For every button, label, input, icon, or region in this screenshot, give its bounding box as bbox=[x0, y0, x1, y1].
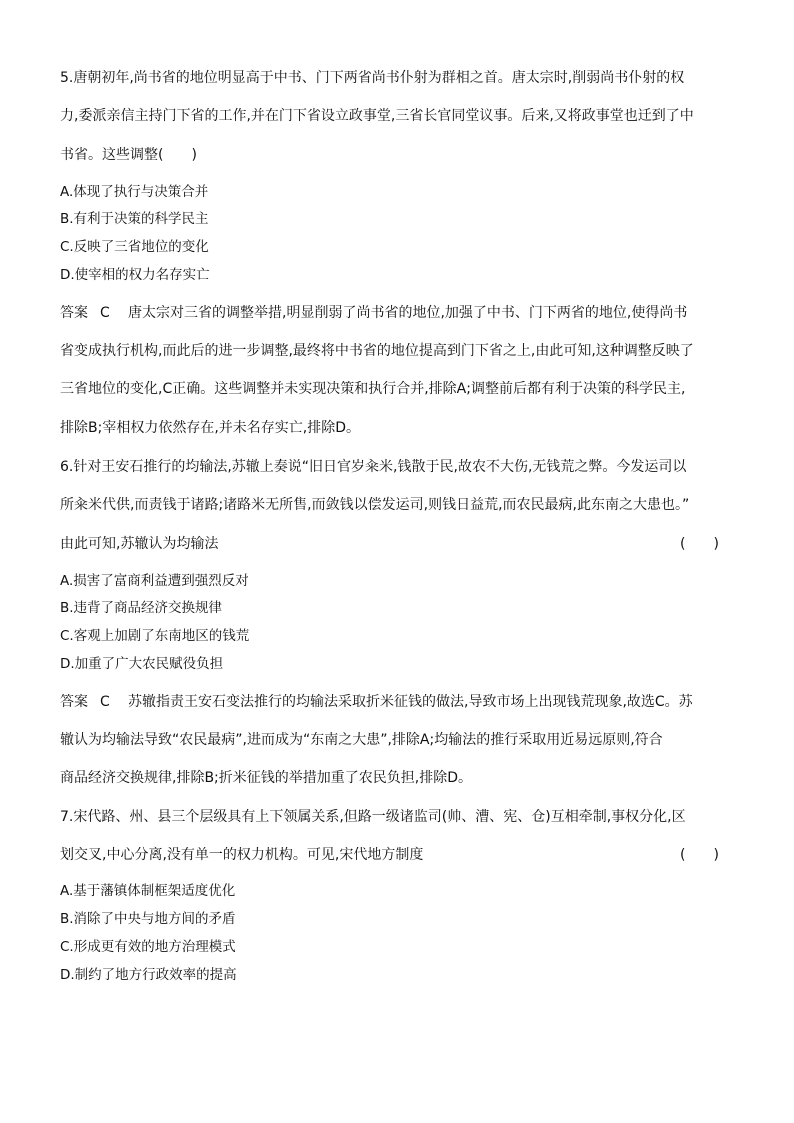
q7-option-a: A.基于藩镇体制框架适度优化 bbox=[60, 883, 236, 899]
q6-stem-line-3: 由此可知,苏辙认为均输法 bbox=[60, 536, 219, 552]
q6-option-a: A.损害了富商利益遭到强烈反对 bbox=[60, 573, 249, 589]
q6-answer-line-2: 辙认为均输法导致“农民最病”,进而成为“东南之大患”,排除A;均输法的推行采取用近易远原则,符合 bbox=[60, 732, 663, 748]
q5-stem-line-1: 5.唐朝初年,尚书省的地位明显高于中书、门下两省尚书仆射为群相之首。唐太宗时,削弱尚书仆射的权 bbox=[60, 70, 685, 86]
q7-option-b: B.消除了中央与地方间的矛盾 bbox=[60, 911, 236, 927]
q6-answer-line-3: 商品经济交换规律,排除B;折米征钱的举措加重了农民负担,排除D。 bbox=[60, 770, 473, 786]
q5-option-c: C.反映了三省地位的变化 bbox=[60, 239, 209, 255]
q5-answer-line-1 bbox=[60, 304, 687, 322]
q5-answer-line-4: 排除B;宰相权力依然存在,并未名存实亡,排除D。 bbox=[60, 420, 361, 436]
q5-stem-line-3: 书省。这些调整( ) bbox=[60, 147, 197, 163]
q6-answer-text: 苏辙指责王安石变法推行的均输法采取折米征钱的做法,导致市场上出现钱荒现象,故选C。苏 bbox=[128, 694, 693, 710]
q5-option-a: A.体现了执行与决策合并 bbox=[60, 184, 209, 200]
q6-answer-label: 答案 bbox=[60, 694, 88, 710]
q5-answer-line-3: 三省地位的变化,C正确。这些调整并未实现决策和执行合并,排除A;调整前后都有利于决策的科学民主, bbox=[60, 381, 686, 397]
q7-stem-line-1: 7.宋代路、州、县三个层级具有上下领属关系,但路一级诸监司(帅、漕、宪、仓)互相牵制,事权分化,区 bbox=[60, 809, 686, 825]
q6-option-b: B.违背了商品经济交换规律 bbox=[60, 600, 223, 616]
q5-option-b: B.有利于决策的科学民主 bbox=[60, 211, 209, 227]
q7-stem-line-2: 划交叉,中心分离,没有单一的权力机构。可见,宋代地方制度 bbox=[60, 847, 424, 863]
q6-stem-line-1: 6.针对王安石推行的均输法,苏辙上奏说“旧日官岁籴米,钱散于民,故农不大伤,无钱荒之弊。今发运司以 bbox=[60, 459, 687, 475]
q6-answer-letter: C bbox=[100, 694, 110, 710]
q6-option-d: D.加重了广大农民赋役负担 bbox=[60, 656, 224, 672]
q5-answer-label: 答案 bbox=[60, 305, 88, 321]
q5-option-d: D.使宰相的权力名存实亡 bbox=[60, 267, 210, 283]
q7-option-d: D.制约了地方行政效率的提高 bbox=[60, 967, 237, 983]
q7-answer-blank: ( ) bbox=[680, 847, 719, 863]
q6-option-c: C.客观上加剧了东南地区的钱荒 bbox=[60, 628, 250, 644]
q6-answer-blank: ( ) bbox=[680, 536, 719, 552]
q5-answer-line-2: 省变成执行机构,而此后的进一步调整,最终将中书省的地位提高到门下省之上,由此可知,这种调整反映了 bbox=[60, 343, 694, 359]
q5-stem-line-2: 力,委派亲信主持门下省的工作,并在门下省设立政事堂,三省长官同堂议事。后来,又将政事堂也迁到了中 bbox=[60, 108, 694, 124]
q6-stem-line-2: 所籴米代供,而责钱于诸路;诸路米无所售,而敛钱以偿发运司,则钱日益荒,而农民最病,此东南之大患也。” bbox=[60, 497, 690, 513]
q5-answer-text: 唐太宗对三省的调整举措,明显削弱了尚书省的地位,加强了中书、门下两省的地位,使得尚书 bbox=[128, 305, 688, 321]
q5-answer-letter: C bbox=[100, 305, 110, 321]
q7-option-c: C.形成更有效的地方治理模式 bbox=[60, 939, 236, 955]
q6-answer-line-1 bbox=[60, 693, 693, 711]
